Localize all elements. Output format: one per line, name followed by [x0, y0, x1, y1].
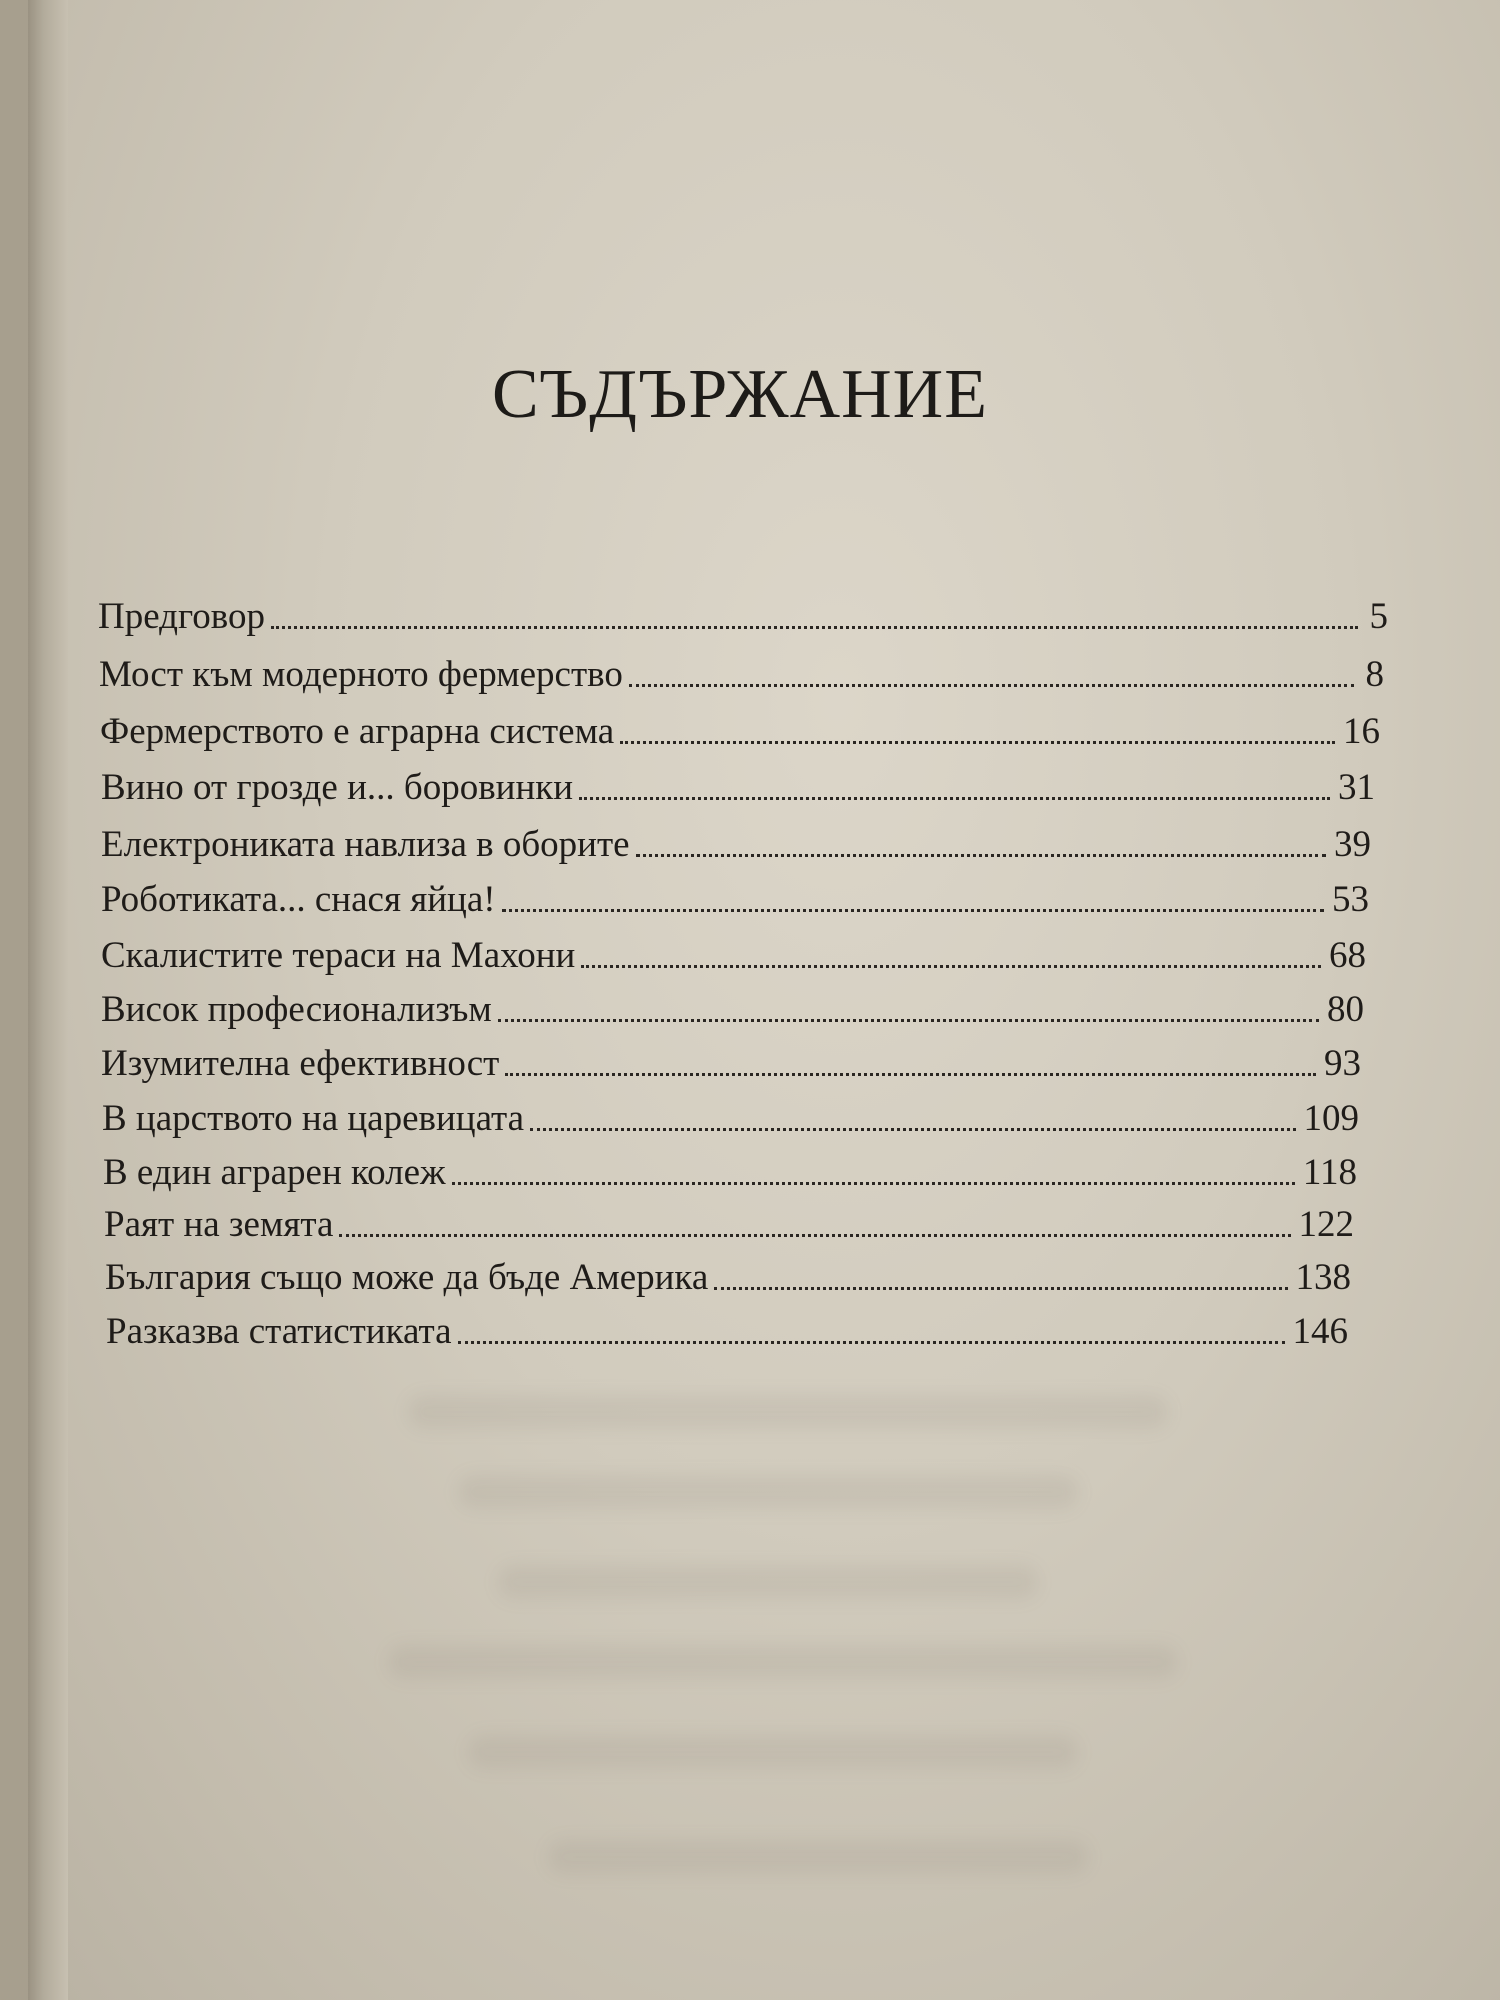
dot-leader — [498, 1019, 1319, 1022]
dot-leader — [339, 1234, 1290, 1237]
toc-entry-title: Разказва статистиката — [106, 1311, 452, 1352]
dot-leader — [636, 854, 1326, 857]
toc-entry — [101, 756, 1375, 806]
toc-entry-title: България също може да бъде Америка — [105, 1257, 709, 1298]
dot-leader — [458, 1341, 1285, 1344]
dot-leader — [620, 741, 1335, 744]
show-through-text — [388, 1645, 1178, 1679]
toc-entry-title: Раят на земята — [104, 1204, 334, 1245]
toc-entry — [101, 978, 1364, 1028]
dot-leader — [629, 684, 1354, 687]
toc-entry-page: 138 — [1295, 1257, 1351, 1298]
toc-entry-title: Роботиката... снася яйца! — [101, 879, 496, 920]
page-title: СЪДЪРЖАНИЕ — [492, 356, 988, 433]
toc-entry — [101, 813, 1371, 863]
toc-entry — [102, 1087, 1359, 1137]
toc-entry — [101, 1032, 1361, 1082]
toc-entry-page: 146 — [1292, 1311, 1348, 1352]
toc-entry-page: 53 — [1332, 879, 1369, 920]
toc-entry-page: 39 — [1334, 824, 1371, 865]
toc-entry — [106, 1300, 1348, 1350]
dot-leader — [502, 909, 1324, 912]
toc-entry — [101, 868, 1369, 918]
toc-entry-title: Електрониката навлиза в оборите — [101, 824, 630, 865]
toc-entry-title: Изумителна ефективност — [101, 1043, 500, 1084]
show-through-text — [468, 1735, 1078, 1769]
dot-leader — [530, 1128, 1295, 1131]
toc-entry-title: Предговор — [98, 596, 265, 637]
toc-entry-page: 109 — [1303, 1098, 1359, 1139]
show-through-text — [408, 1395, 1168, 1429]
toc-entry-page: 80 — [1327, 989, 1364, 1030]
dot-leader — [505, 1073, 1316, 1076]
toc-entry-title: Скалистите тераси на Махони — [101, 935, 576, 976]
toc-entry-title: В царството на царевицата — [102, 1098, 525, 1139]
toc-entry — [100, 700, 1380, 750]
toc-entry — [99, 643, 1384, 693]
toc-entry — [101, 924, 1366, 974]
show-through-text — [548, 1840, 1088, 1874]
show-through-text — [458, 1475, 1078, 1509]
toc-entry-page: 31 — [1338, 767, 1375, 808]
toc-entry-page: 93 — [1324, 1043, 1361, 1084]
toc-entry-page: 118 — [1302, 1152, 1357, 1193]
toc-entry — [104, 1193, 1354, 1243]
dot-leader — [581, 965, 1321, 968]
toc-entry-page: 8 — [1365, 654, 1384, 695]
toc-entry — [98, 585, 1388, 635]
toc-entry-title: Фермерството е аграрна система — [100, 711, 615, 752]
dot-leader — [714, 1287, 1287, 1290]
toc-entry-title: Висок професионализъм — [101, 989, 492, 1030]
toc-entry — [105, 1246, 1351, 1296]
toc-entry-title: В един аграрен колеж — [103, 1152, 446, 1193]
show-through-text — [498, 1565, 1038, 1599]
toc-entry-title: Мост към модерното фермерство — [99, 654, 623, 695]
toc-entry — [103, 1141, 1357, 1191]
dot-leader — [452, 1182, 1295, 1185]
dot-leader — [271, 626, 1358, 629]
toc-entry-page: 68 — [1329, 935, 1366, 976]
toc-entry-page: 16 — [1343, 711, 1380, 752]
toc-entry-title: Вино от грозде и... боровинки — [101, 767, 574, 808]
dot-leader — [579, 797, 1330, 800]
toc-entry-page: 122 — [1298, 1204, 1354, 1245]
toc-entry-page: 5 — [1369, 596, 1388, 637]
